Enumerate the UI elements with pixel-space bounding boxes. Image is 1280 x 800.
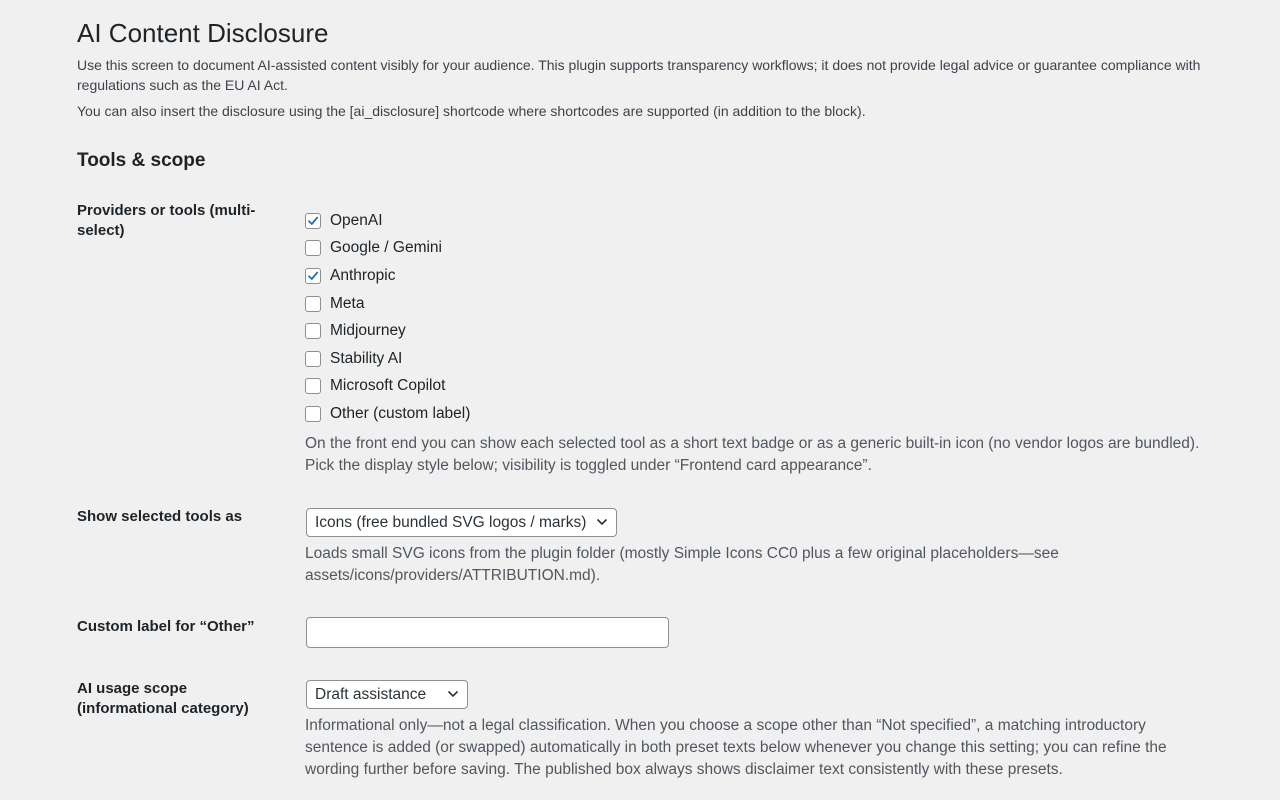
checkbox[interactable] [305,213,321,229]
checkmark-icon [307,270,319,282]
provider-checkbox-item[interactable] [305,373,470,401]
intro-text: Use this screen to document AI-assisted content visibly for your audience. This plugin supports transparency workflows; it does not provide legal advice or guarantee compliance with regulations such as the EU AI Act. [77,57,1201,93]
display-style-description: Loads small SVG icons from the plugin folder (mostly Simple Icons CC0 plus a few original placeholders—see assets/icons/providers/ATTRIBUTION.md). [305,545,1059,584]
display-style-value: Icons (free bundled SVG logos / marks) [315,514,587,531]
providers-description: On the front end you can show each selected tool as a short text badge or as a generic built-in icon (no vendor logos are bundled). Pick the display style below; visibility is toggled under “Frontend card appearance”. [305,435,1200,474]
scope-value: Draft assistance [315,686,427,703]
scope-select[interactable] [306,680,468,709]
scope-description: Informational only—not a legal classification. When you choose a scope other than “Not specified”, a matching introductory sentence is added (or swapped) automatically in both preset texts below whenever you change this setting; you can refine the wording further before saving. The published box always shows disclaimer text consistently with these presets. [305,717,1167,778]
provider-label: Anthropic [330,266,396,284]
other-label-input[interactable] [306,617,669,648]
providers-checkbox-list [305,207,470,428]
provider-label: Other (custom label) [330,404,471,422]
checkbox[interactable] [305,268,321,284]
other-label-label: Custom label for “Other” [77,618,255,635]
chevron-down-icon [447,689,459,699]
provider-checkbox-item[interactable] [305,262,470,290]
providers-label: Providers or tools (multi-select) [77,202,256,239]
provider-label: Meta [330,294,365,312]
checkbox[interactable] [305,351,321,367]
provider-checkbox-item[interactable] [305,400,470,428]
provider-checkbox-item[interactable] [305,317,470,345]
provider-label: Google / Gemini [330,239,442,257]
provider-label: Microsoft Copilot [330,377,446,395]
checkbox[interactable] [305,296,321,312]
checkbox[interactable] [305,240,321,256]
provider-checkbox-item[interactable] [305,345,470,373]
checkbox[interactable] [305,378,321,394]
provider-checkbox-item[interactable] [305,235,470,263]
display-style-select[interactable] [306,508,617,537]
checkbox[interactable] [305,323,321,339]
checkmark-icon [307,215,319,227]
display-style-label: Show selected tools as [77,508,243,525]
shortcode-note: You can also insert the disclosure using the [ai_disclosure] shortcode where shortcodes are supported (in addition to the block). [77,103,866,119]
provider-label: Stability AI [330,349,403,367]
page-title: AI Content Disclosure [77,18,329,48]
provider-label: Midjourney [330,322,406,340]
checkbox[interactable] [305,406,321,422]
chevron-down-icon [596,517,608,527]
section-heading: Tools & scope [77,150,206,171]
provider-label: OpenAI [330,211,383,229]
scope-label: AI usage scope (informational category) [77,680,249,717]
provider-checkbox-item[interactable] [305,290,470,318]
provider-checkbox-item[interactable] [305,207,470,235]
